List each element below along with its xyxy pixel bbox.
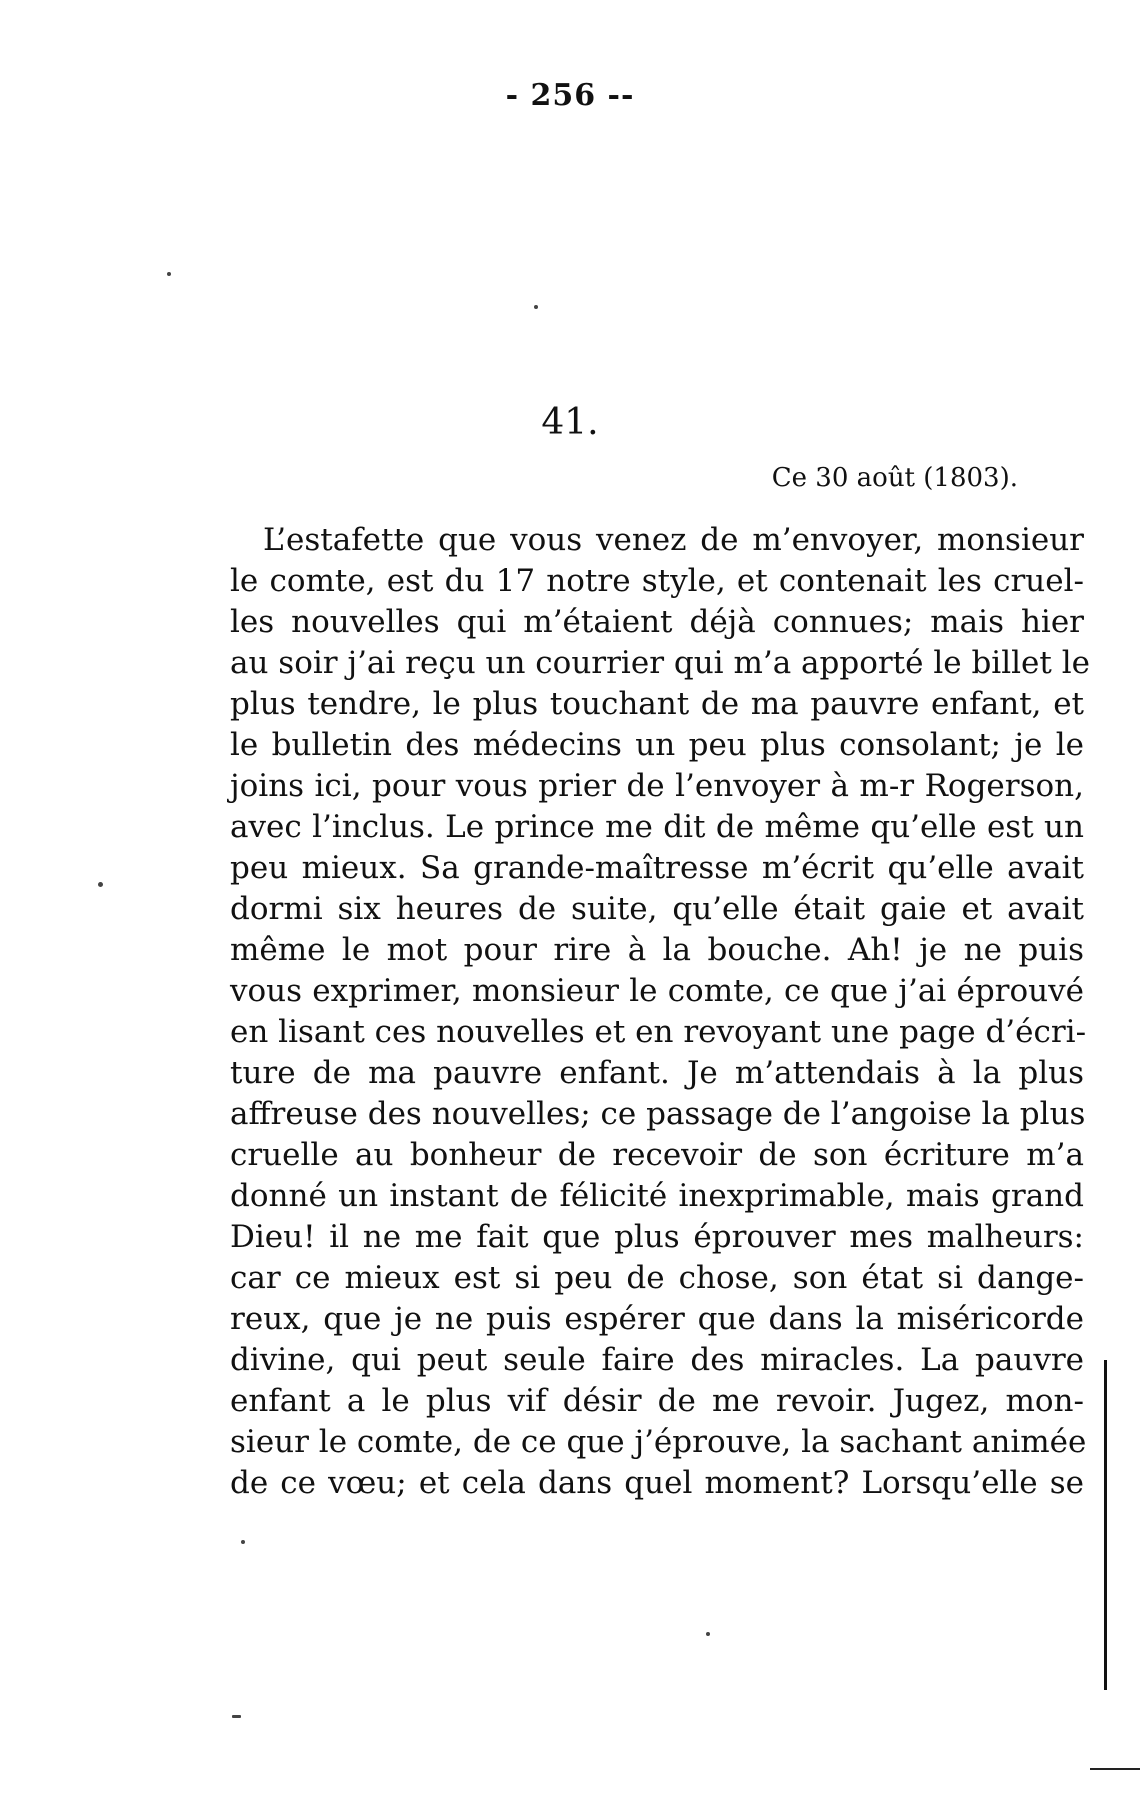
- text-line: vous exprimer, monsieur le comte, ce que j’ai éprouvé: [230, 973, 1084, 1009]
- dateline: Ce 30 août (1803).: [771, 463, 1018, 493]
- scan-margin-rule: [1104, 1360, 1107, 1690]
- scan-speck: [98, 882, 103, 887]
- text-line: les nouvelles qui m’étaient déjà connues; mais hier: [230, 604, 1084, 640]
- text-line: peu mieux. Sa grande-maîtresse m’écrit qu’elle avait: [230, 850, 1084, 886]
- scan-speck: [706, 1632, 710, 1636]
- text-line: le comte, est du 17 notre style, et contenait les cruel-: [230, 563, 1084, 599]
- scan-speck: [232, 1715, 241, 1718]
- letter-number: 41.: [541, 402, 599, 443]
- scan-bottom-rule: [1090, 1768, 1140, 1770]
- text-line: dormi six heures de suite, qu’elle était gaie et avait: [230, 891, 1084, 927]
- text-line: cruelle au bonheur de recevoir de son écriture m’a: [230, 1137, 1084, 1173]
- text-line: car ce mieux est si peu de chose, son état si dange-: [230, 1260, 1084, 1296]
- text-line: enfant a le plus vif désir de me revoir. Jugez, mon-: [230, 1383, 1084, 1419]
- letter-body: [230, 520, 1090, 1504]
- text-line: ture de ma pauvre enfant. Je m’attendais à la plus: [230, 1055, 1084, 1091]
- text-line: plus tendre, le plus touchant de ma pauvre enfant, et: [230, 686, 1084, 722]
- text-line: en lisant ces nouvelles et en revoyant une page d’écri-: [230, 1014, 1087, 1050]
- text-line: sieur le comte, de ce que j’éprouve, la sachant animée: [230, 1424, 1087, 1460]
- text-line: le bulletin des médecins un peu plus consolant; je le: [230, 727, 1084, 763]
- text-line: joins ici, pour vous prier de l’envoyer à m-r Rogerson,: [230, 768, 1084, 804]
- text-line: reux, que je ne puis espérer que dans la miséricorde: [230, 1301, 1084, 1337]
- text-line: avec l’inclus. Le prince me dit de même qu’elle est un: [230, 809, 1084, 845]
- text-line: donné un instant de félicité inexprimable, mais grand: [230, 1178, 1084, 1214]
- text-line: même le mot pour rire à la bouche. Ah! je ne puis: [230, 932, 1084, 968]
- scan-speck: [167, 272, 171, 276]
- text-line: affreuse des nouvelles; ce passage de l’angoise la plus: [230, 1096, 1086, 1132]
- scan-speck: [534, 305, 538, 309]
- text-line: au soir j’ai reçu un courrier qui m’a apporté le billet le: [230, 645, 1090, 681]
- page-number: - 256 --: [505, 78, 635, 113]
- text-line: Dieu! il ne me fait que plus éprouver mes malheurs:: [230, 1219, 1084, 1255]
- scan-speck: [241, 1540, 245, 1544]
- text-line: divine, qui peut seule faire des miracles. La pauvre: [230, 1342, 1084, 1378]
- text-line: de ce vœu; et cela dans quel moment? Lorsqu’elle se: [230, 1465, 1084, 1501]
- text-line: L’estafette que vous venez de m’envoyer, monsieur: [263, 522, 1084, 558]
